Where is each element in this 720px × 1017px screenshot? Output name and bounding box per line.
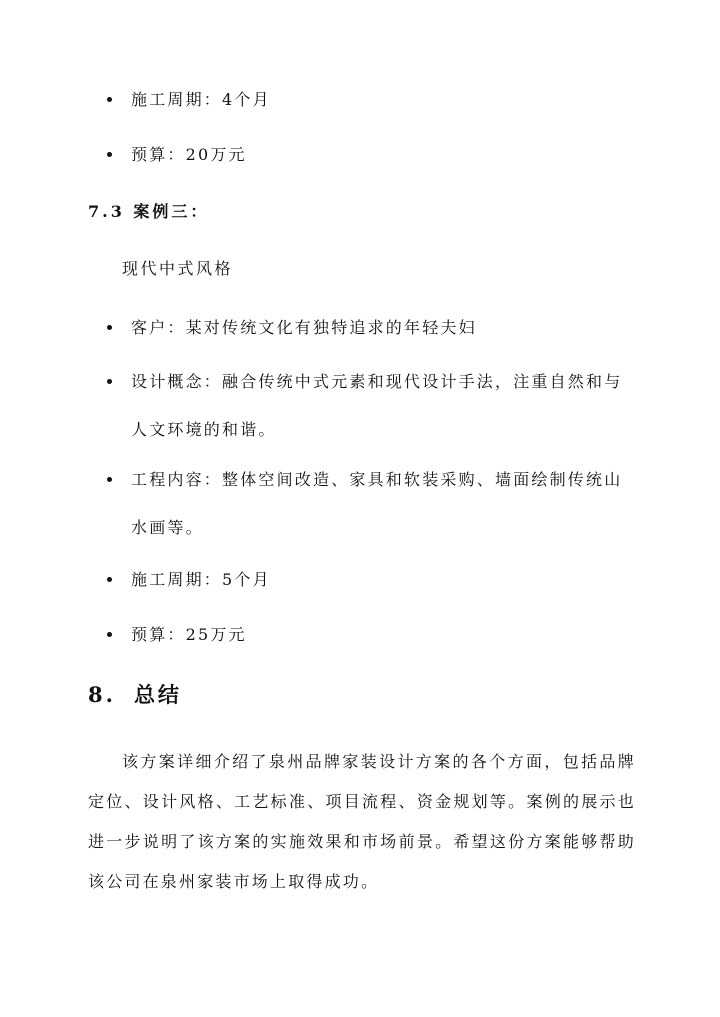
bullet-dot [107,97,112,102]
bullet-dot [107,632,112,637]
list-item-text: 客户：某对传统文化有独特追求的年轻夫妇 [131,318,477,337]
section-number: 8. [88,682,116,707]
list-item [107,131,637,179]
section-title: 总结 [133,682,182,707]
bullet-dot [107,577,112,582]
list-item [107,76,637,124]
list-item-text: 预算：25万元 [131,625,247,644]
list-item [107,304,637,352]
list-item [107,456,637,552]
case-style-title: 现代中式风格 [122,259,234,278]
list-item-text: 设计概念：融合传统中式元素和现代设计手法，注重自然和与人文环境的和谐。 [131,372,623,439]
list-item [107,358,637,454]
bullet-dot [107,325,112,330]
summary-paragraph: 该方案详细介绍了泉州品牌家装设计方案的各个方面，包括品牌定位、设计风格、工艺标准、项目流程、资金规划等。案例的展示也进一步说明了该方案的实施效果和市场前景。希望这份方案能够帮助该公司在泉州家装市场上取得成功。 [88,752,636,891]
list-item [107,611,637,659]
bullet-dot [107,379,112,384]
section-heading-7-3: 7.3 案例三： [88,202,210,221]
list-item-text: 预算：20万元 [131,145,247,164]
list-item-text: 工程内容：整体空间改造、家具和软装采购、墙面绘制传统山水画等。 [131,470,623,537]
bullet-dot [107,477,112,482]
list-item [107,556,637,604]
bullet-dot [107,152,112,157]
list-item-text: 施工周期：4个月 [131,90,271,109]
section-heading-8 [88,678,182,712]
list-item-text: 施工周期：5个月 [131,570,271,589]
